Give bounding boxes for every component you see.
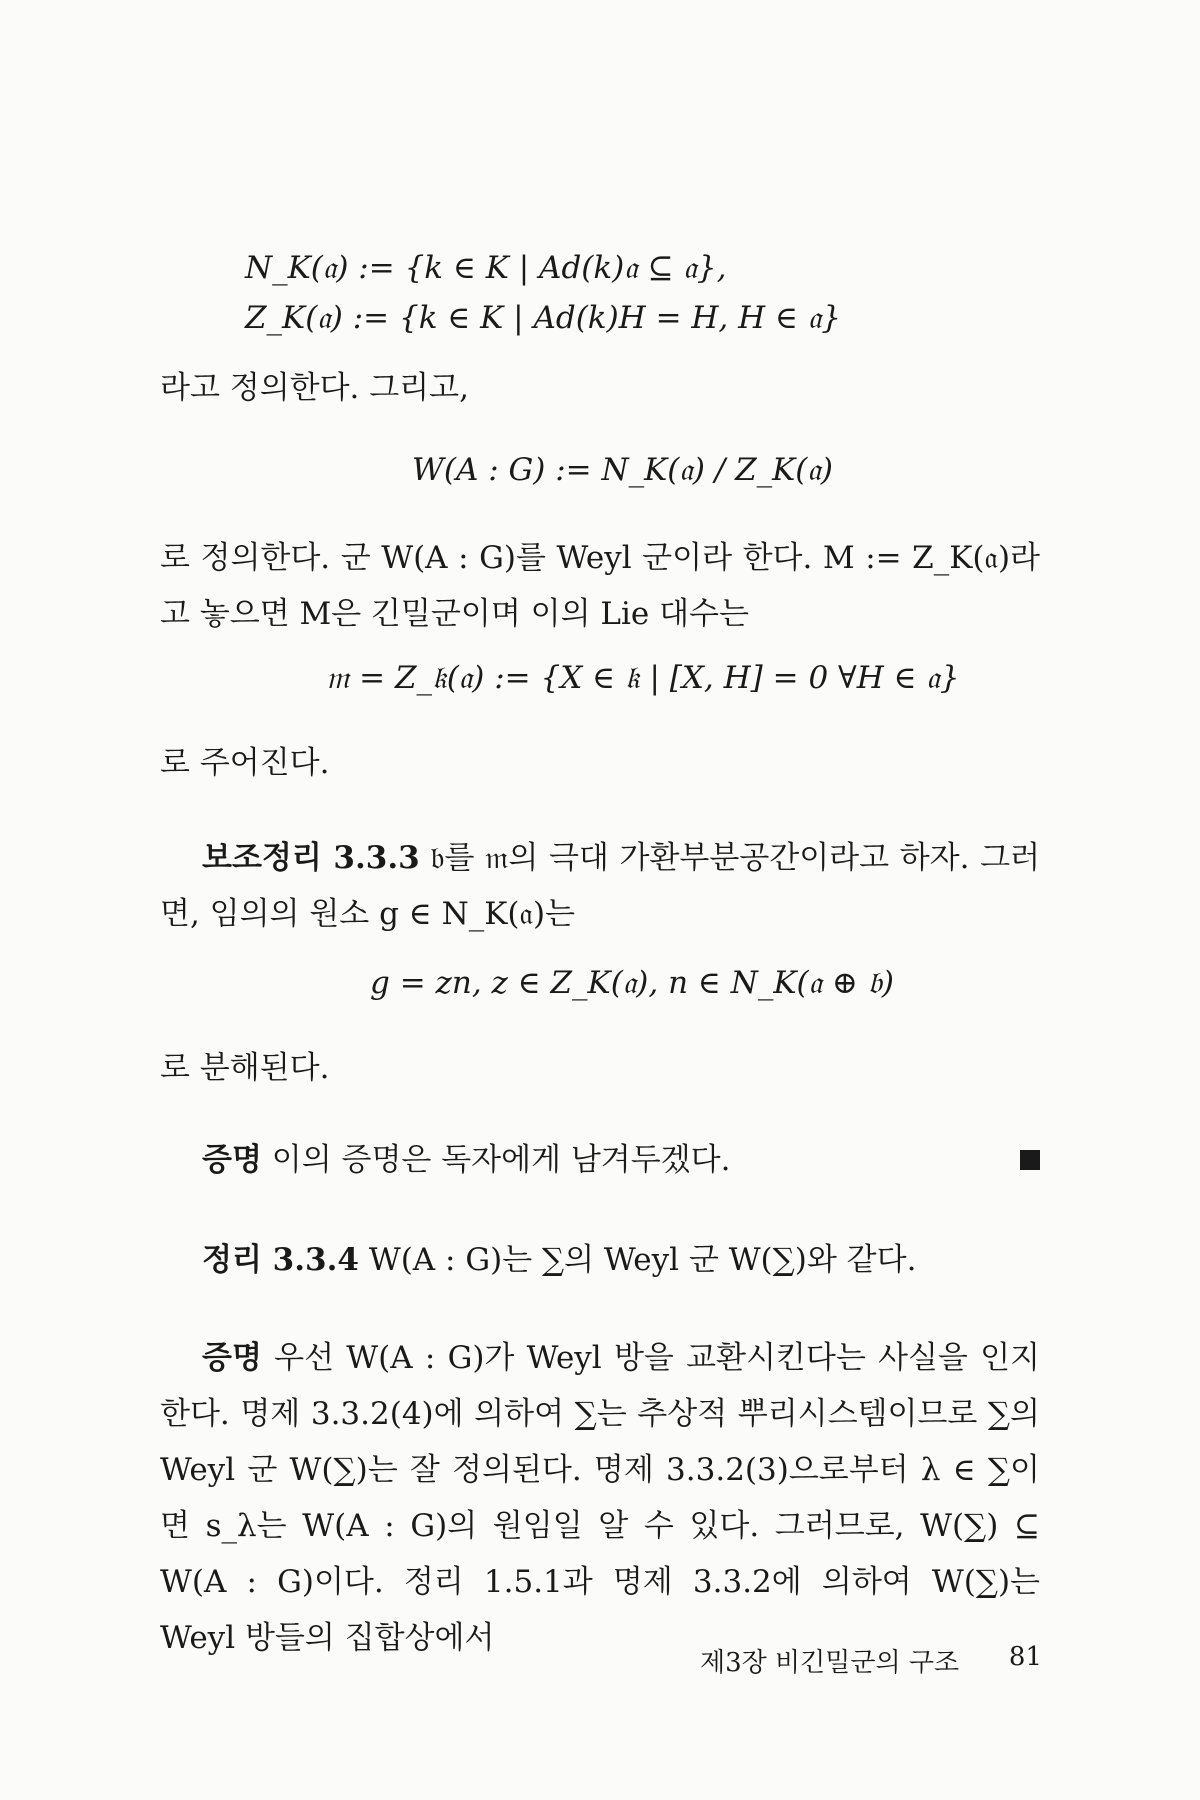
qed-square-icon: [1020, 1150, 1040, 1170]
equation-weyl-group-definition: W(A : G) := N_K(𝔞) / Z_K(𝔞): [412, 452, 833, 488]
proof-text: 우선 W(A : G)가 Weyl 방을 교환시킨다는 사실을 인지한다. 명제 3.3.2(4)에 의하여 ∑는 추상적 뿌리시스템이므로 ∑의 Weyl 군 W(∑)는 잘 정의된다. 명제 3.3.2(3)으로부터 λ ∈ ∑이면 s_λ는 W(A : G)의 원임일 알 수 있다. 그러므로, W(∑) ⊆ W(A : G)이다. 정리 1.5.1과 명제 3.3.2에 의하여 W(∑)는 Weyl 방들의 집합상에서: [160, 1340, 1040, 1656]
theorem-text: W(A : G)는 ∑의 Weyl 군 W(∑)와 같다.: [368, 1242, 917, 1278]
proof-one: [160, 1132, 1040, 1188]
lemma-text: 𝔟를 𝔪의 극대 가환부분공간이라고 하자. 그러면, 임의의 원소 g ∈ N_K(𝔞)는: [160, 840, 1041, 932]
proof-text: 이의 증명은 독자에게 남겨두겠다.: [271, 1142, 731, 1178]
theorem-block: [160, 1232, 1040, 1288]
theorem-label: 정리 3.3.4: [202, 1242, 359, 1278]
paragraph-given: 로 주어진다.: [160, 745, 330, 781]
proof-label: 증명: [202, 1340, 262, 1376]
equation-g-decomposition: g = zn, z ∈ Z_K(𝔞), n ∈ N_K(𝔞 ⊕ 𝔟): [370, 965, 894, 1001]
page-number: 81: [1008, 1642, 1042, 1672]
paragraph-decomposition: 로 분해된다.: [160, 1050, 330, 1086]
proof-label: 증명: [202, 1142, 262, 1178]
equation-zk-definition: Z_K(𝔞) := {k ∈ K | Ad(k)H = H, H ∈ 𝔞}: [245, 300, 842, 336]
lemma-label: 보조정리 3.3.3: [202, 840, 420, 876]
paragraph-define: 라고 정의한다. 그리고,: [160, 370, 469, 406]
paragraph-weyl-group: 로 정의한다. 군 W(A : G)를 Weyl 군이라 한다. M := Z_K(𝔞)라고 놓으면 M은 긴밀군이며 이의 Lie 대수는: [160, 540, 1040, 632]
equation-m-definition: 𝔪 = Z_𝔨(𝔞) := {X ∈ 𝔨 | [X, H] = 0 ∀H ∈ 𝔞}: [326, 660, 960, 696]
proof-two: [160, 1330, 1040, 1666]
equation-nk-definition: N_K(𝔞) := {k ∈ K | Ad(k)𝔞 ⊆ 𝔞},: [245, 250, 727, 286]
chapter-footer: 제3장 비긴밀군의 구조: [700, 1648, 960, 1678]
lemma-block: [160, 830, 1040, 942]
